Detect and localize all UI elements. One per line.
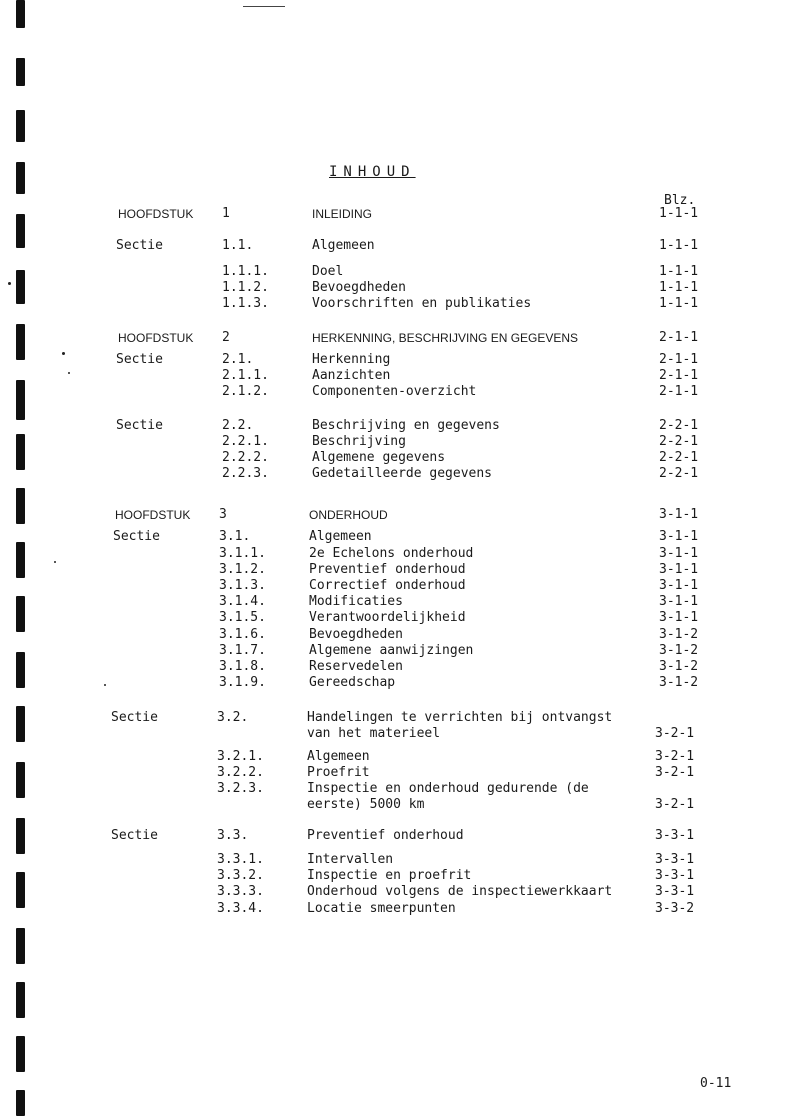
binder-hole-mark (16, 58, 25, 86)
toc-title: Intervallen (307, 852, 394, 867)
toc-title: Componenten-overzicht (312, 384, 477, 399)
binder-hole-mark (16, 488, 25, 524)
binder-hole-mark (16, 162, 25, 194)
toc-label: Sectie (113, 529, 160, 544)
toc-number: 2.1.1. (222, 368, 269, 383)
scan-speck (8, 282, 11, 285)
toc-page-ref: 3-2-1 (655, 726, 695, 741)
toc-title: Algemeen (312, 238, 375, 253)
binder-hole-mark (16, 762, 25, 798)
toc-label: Sectie (111, 710, 158, 725)
toc-item-row (0, 868, 800, 884)
toc-title: Beschrijving en gegevens (312, 418, 500, 433)
toc-title: Modificaties (309, 594, 403, 609)
toc-item-row (0, 765, 800, 781)
toc-number: 3.1.1. (219, 546, 266, 561)
toc-page-ref: 2-2-1 (659, 466, 699, 481)
binder-hole-mark (16, 110, 25, 142)
scan-speck (104, 684, 106, 686)
scan-speck (68, 372, 70, 374)
toc-label: Sectie (116, 352, 163, 367)
toc-title: 2e Echelons onderhoud (309, 546, 474, 561)
toc-title: van het materieel (307, 726, 441, 741)
toc-page-ref: 3-3-1 (655, 884, 695, 899)
toc-section-row (0, 710, 800, 726)
toc-page-ref: 2-2-1 (659, 418, 699, 433)
toc-number: 2.2.3. (222, 466, 269, 481)
toc-item-row (0, 610, 800, 626)
toc-title: Handelingen te verrichten bij ontvangst (307, 710, 613, 725)
toc-title: Beschrijving (312, 434, 406, 449)
toc-number: 1.1.2. (222, 280, 269, 295)
toc-page-ref: 2-2-1 (659, 434, 699, 449)
toc-page-ref: 3-1-2 (659, 643, 699, 658)
toc-item-row (0, 884, 800, 900)
toc-number: 3.1.9. (219, 675, 266, 690)
binder-hole-mark (16, 652, 25, 688)
toc-title: Locatie smeerpunten (307, 901, 456, 916)
toc-number: 3.1.4. (219, 594, 266, 609)
toc-page-ref: 3-2-1 (655, 797, 695, 812)
toc-item-row (0, 264, 800, 280)
toc-item-row (0, 280, 800, 296)
binder-hole-mark (16, 1090, 25, 1116)
toc-item-row (0, 594, 800, 610)
toc-number: 2.1.2. (222, 384, 269, 399)
toc-item-row (0, 901, 800, 917)
toc-section-row (0, 352, 800, 368)
toc-page-ref: 1-1-1 (659, 238, 699, 253)
toc-number: 2 (222, 330, 230, 345)
toc-title: Bevoegdheden (309, 627, 403, 642)
toc-page-ref: 2-1-1 (659, 368, 699, 383)
toc-number: 2.2.2. (222, 450, 269, 465)
toc-number: 3.1.7. (219, 643, 266, 658)
scan-speck (62, 352, 65, 355)
toc-page-ref: 3-1-1 (659, 594, 699, 609)
toc-number: 1.1.3. (222, 296, 269, 311)
toc-number: 3.3.2. (217, 868, 264, 883)
toc-title: Reservedelen (309, 659, 403, 674)
toc-number: 3.3.4. (217, 901, 264, 916)
toc-title: INLEIDING (312, 207, 373, 221)
toc-label: Sectie (116, 238, 163, 253)
footer-page-number: 0-11 (700, 1076, 732, 1091)
toc-title: Inspectie en proefrit (307, 868, 472, 883)
toc-title: Verantwoordelijkheid (309, 610, 466, 625)
binder-hole-mark (16, 380, 25, 420)
toc-number: 2.1. (222, 352, 254, 367)
toc-item-row (0, 450, 800, 466)
toc-item-row (0, 466, 800, 482)
toc-item-row (0, 797, 800, 813)
toc-chapter-row (0, 330, 800, 346)
binder-hole-mark (16, 0, 25, 28)
toc-item-row (0, 726, 800, 742)
binder-hole-mark (16, 928, 25, 964)
toc-title: HERKENNING, BESCHRIJVING EN GEGEVENS (312, 331, 579, 345)
toc-number: 1.1.1. (222, 264, 269, 279)
toc-page-ref: 3-1-2 (659, 627, 699, 642)
scan-speck (54, 561, 56, 563)
binder-hole-mark (16, 872, 25, 908)
toc-item-row (0, 643, 800, 659)
scan-mark (243, 6, 285, 7)
toc-title: Onderhoud volgens de inspectiewerkkaart (307, 884, 613, 899)
toc-page-ref: 3-1-2 (659, 659, 699, 674)
toc-page-ref: 1-1-1 (659, 296, 699, 311)
toc-title: Algemeen (307, 749, 370, 764)
toc-number: 3.1.5. (219, 610, 266, 625)
toc-number: 3.3.1. (217, 852, 264, 867)
toc-number: 1.1. (222, 238, 254, 253)
toc-page-ref: 1-1-1 (659, 206, 699, 221)
toc-page-ref: 3-2-1 (655, 765, 695, 780)
toc-page-ref: 1-1-1 (659, 280, 699, 295)
binder-hole-mark (16, 1036, 25, 1072)
toc-page-ref: 2-1-1 (659, 330, 699, 345)
toc-item-row (0, 562, 800, 578)
toc-chapter-row (0, 507, 800, 523)
toc-number: 1 (222, 206, 230, 221)
toc-number: 3.3. (217, 828, 249, 843)
binder-hole-mark (16, 542, 25, 578)
toc-page-ref: 2-1-1 (659, 352, 699, 367)
toc-page-ref: 2-2-1 (659, 450, 699, 465)
toc-number: 3.3.3. (217, 884, 264, 899)
toc-label: Sectie (116, 418, 163, 433)
toc-number: 3.2.1. (217, 749, 264, 764)
toc-title: Bevoegdheden (312, 280, 406, 295)
toc-item-row (0, 296, 800, 312)
toc-label: HOOFDSTUK (118, 207, 194, 221)
toc-item-row (0, 659, 800, 675)
toc-page-ref: 3-1-1 (659, 610, 699, 625)
toc-title: Aanzichten (312, 368, 391, 383)
toc-title: Inspectie en onderhoud gedurende (de (307, 781, 589, 796)
toc-item-row (0, 434, 800, 450)
toc-section-row (0, 828, 800, 844)
binder-hole-mark (16, 324, 25, 360)
toc-title: Voorschriften en publikaties (312, 296, 532, 311)
toc-page-ref: 2-1-1 (659, 384, 699, 399)
toc-section-row (0, 418, 800, 434)
toc-title: Preventief onderhoud (307, 828, 464, 843)
toc-label: Sectie (111, 828, 158, 843)
binder-hole-mark (16, 818, 25, 854)
toc-item-row (0, 749, 800, 765)
toc-number: 3.1. (219, 529, 251, 544)
page-column-header: Blz. (664, 193, 696, 208)
toc-number: 3.1.2. (219, 562, 266, 577)
toc-title: Preventief onderhoud (309, 562, 466, 577)
toc-number: 3 (219, 507, 227, 522)
toc-title: Algemene aanwijzingen (309, 643, 474, 658)
toc-title: eerste) 5000 km (307, 797, 425, 812)
toc-title: Gereedschap (309, 675, 396, 690)
toc-number: 3.1.3. (219, 578, 266, 593)
page-title: INHOUD (329, 164, 416, 180)
toc-number: 2.2.1. (222, 434, 269, 449)
toc-number: 3.1.6. (219, 627, 266, 642)
toc-label: HOOFDSTUK (115, 508, 191, 522)
toc-item-row (0, 852, 800, 868)
toc-page-ref: 3-2-1 (655, 749, 695, 764)
toc-title: ONDERHOUD (309, 508, 388, 522)
toc-title: Gedetailleerde gegevens (312, 466, 493, 481)
toc-page-ref: 3-1-1 (659, 578, 699, 593)
toc-chapter-row (0, 206, 800, 222)
toc-section-row (0, 238, 800, 254)
toc-page-ref: 3-1-1 (659, 507, 699, 522)
toc-page-ref: 3-1-1 (659, 562, 699, 577)
toc-item-row (0, 546, 800, 562)
toc-page-ref: 3-3-1 (655, 852, 695, 867)
binder-hole-mark (16, 270, 25, 304)
toc-title: Proefrit (307, 765, 370, 780)
toc-number: 3.2.3. (217, 781, 264, 796)
toc-item-row (0, 384, 800, 400)
toc-page-ref: 3-3-1 (655, 868, 695, 883)
toc-item-row (0, 781, 800, 797)
toc-title: Algemene gegevens (312, 450, 446, 465)
toc-item-row (0, 675, 800, 691)
toc-number: 3.1.8. (219, 659, 266, 674)
toc-title: Algemeen (309, 529, 372, 544)
toc-page-ref: 3-1-1 (659, 546, 699, 561)
toc-label: HOOFDSTUK (118, 331, 194, 345)
binder-hole-mark (16, 706, 25, 742)
toc-page-ref: 3-1-2 (659, 675, 699, 690)
binder-hole-mark (16, 982, 25, 1018)
toc-title: Herkenning (312, 352, 391, 367)
toc-number: 3.2.2. (217, 765, 264, 780)
toc-item-row (0, 368, 800, 384)
toc-title: Correctief onderhoud (309, 578, 466, 593)
binder-hole-mark (16, 214, 25, 248)
toc-page-ref: 1-1-1 (659, 264, 699, 279)
toc-section-row (0, 529, 800, 545)
binder-hole-mark (16, 596, 25, 632)
toc-number: 2.2. (222, 418, 254, 433)
toc-page-ref: 3-3-2 (655, 901, 695, 916)
toc-title: Doel (312, 264, 344, 279)
toc-page-ref: 3-1-1 (659, 529, 699, 544)
binder-hole-mark (16, 434, 25, 470)
toc-number: 3.2. (217, 710, 249, 725)
toc-item-row (0, 627, 800, 643)
toc-page-ref: 3-3-1 (655, 828, 695, 843)
toc-item-row (0, 578, 800, 594)
